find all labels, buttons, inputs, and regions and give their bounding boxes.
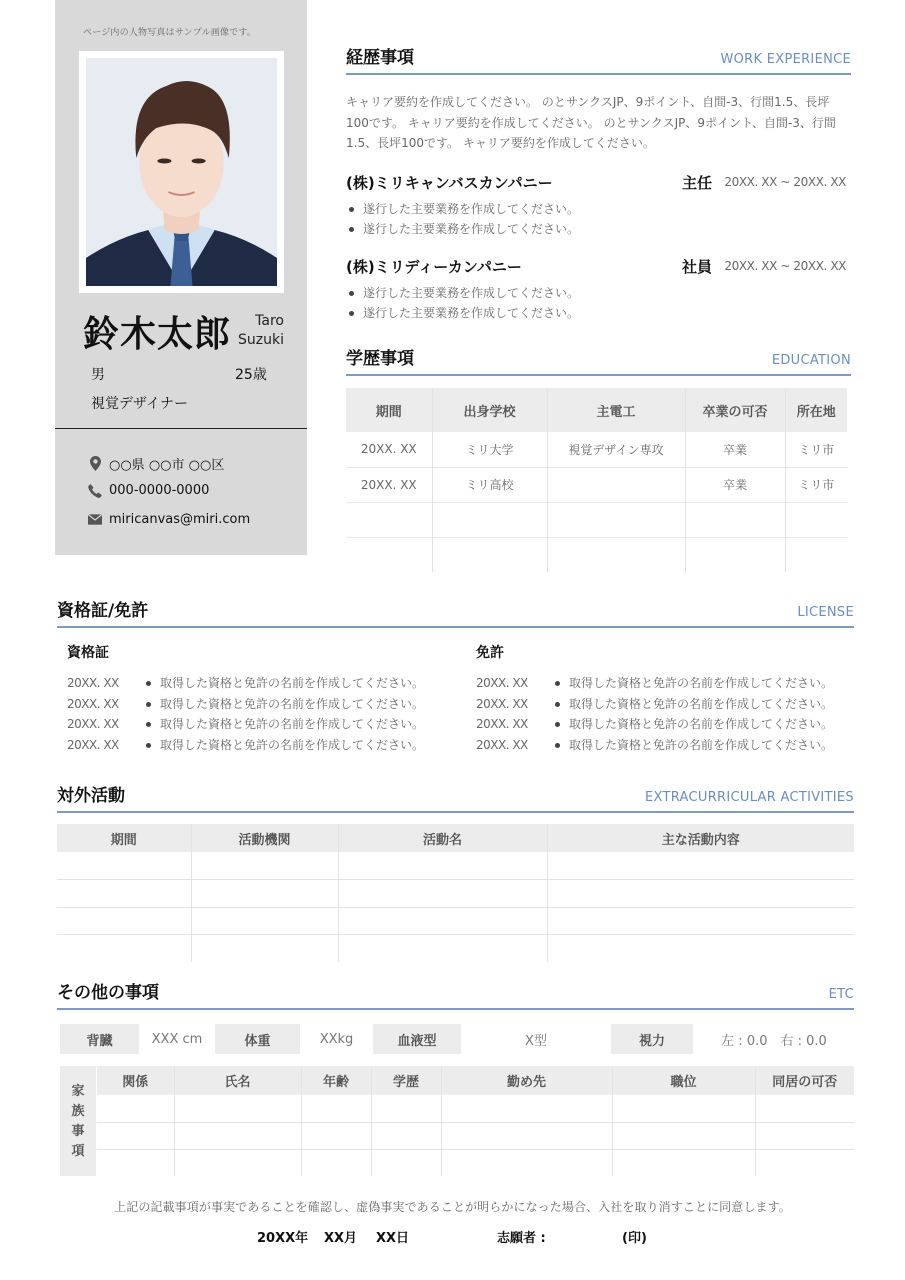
- weight-value: XXkg: [319, 1031, 354, 1047]
- table-cell: [547, 502, 685, 537]
- table-cell: [612, 1149, 755, 1176]
- license-text: 取得した資格と免許の名前を作成してください。: [145, 673, 424, 694]
- table-cell: [685, 537, 785, 572]
- table-row: [346, 467, 847, 502]
- column-header: 期間: [57, 824, 191, 852]
- address-text: ○○県 ○○市 ○○区: [109, 458, 225, 473]
- license-item: [476, 735, 833, 756]
- education-section-title-en: EDUCATION: [771, 353, 851, 368]
- table-header-row: [346, 388, 847, 432]
- date-year: 20XX年: [257, 1231, 309, 1246]
- table-cell: [338, 935, 547, 963]
- profile-photo: [86, 58, 277, 286]
- license-date: 20XX. XX: [476, 737, 528, 752]
- column-header: 所在地: [785, 388, 847, 432]
- seal-mark: (印): [622, 1231, 647, 1246]
- family-table: [97, 1066, 854, 1176]
- column-header: 年齢: [301, 1066, 371, 1095]
- applicant-label: 志願者 :: [497, 1231, 546, 1246]
- table-cell: [755, 1149, 854, 1176]
- table-cell: [191, 880, 338, 908]
- age: 25歳: [235, 367, 267, 383]
- table-cell: [191, 935, 338, 963]
- name-english-last: Suzuki: [238, 332, 284, 348]
- career-summary: キャリア要約を作成してください。 のとサンクスJP、9ポイント、自間-3、行間1.5、長坪100です。 キャリア要約を作成してください。 のとサンクスJP、9ポイント、自間-3、行間1.5、長坪100です。 キャリア要約を作成してください。: [346, 95, 836, 150]
- etc-section-header: [57, 978, 854, 1010]
- family-label-char: 族: [71, 1103, 85, 1119]
- license-date: 20XX. XX: [67, 696, 119, 711]
- license-text: 取得した資格と免許の名前を作成してください。: [554, 714, 833, 735]
- license-date: 20XX. XX: [67, 737, 119, 752]
- person-photo-icon: [86, 58, 277, 286]
- table-row: [57, 935, 854, 963]
- etc-section-title-en: ETC: [828, 987, 854, 1002]
- family-label-char: 家: [71, 1083, 85, 1099]
- column-header: 関係: [97, 1066, 174, 1095]
- table-cell: [346, 502, 432, 537]
- license-section-title: 資格証/免許: [57, 601, 149, 621]
- table-cell: [547, 880, 854, 908]
- table-cell: [785, 502, 847, 537]
- table-cell: [755, 1095, 854, 1122]
- etc-section-title: その他の事項: [57, 983, 159, 1003]
- photo-note: ページ内の人物写真はサンプル画像です。: [83, 28, 257, 38]
- table-cell: [755, 1122, 854, 1149]
- table-cell: [57, 935, 191, 963]
- table-cell: [346, 537, 432, 572]
- activities-section-header: [57, 781, 854, 813]
- phone-text: 000-0000-0000: [109, 483, 210, 498]
- column-header: 主な活動内容: [547, 824, 854, 852]
- column-header: 期間: [346, 388, 432, 432]
- table-cell: [57, 907, 191, 935]
- job-duty-item: 遂行した主要業務を作成してください。: [348, 199, 579, 219]
- column-header: 同居の可否: [755, 1066, 854, 1095]
- work-section-title: 経歴事項: [346, 48, 414, 68]
- contact-phone: [88, 483, 209, 498]
- table-cell: [338, 880, 547, 908]
- table-cell: [191, 852, 338, 880]
- job-role: 社員: [682, 258, 713, 276]
- license-text: 取得した資格と免許の名前を作成してください。: [145, 735, 424, 756]
- table-cell: [547, 935, 854, 963]
- height-label: 背臓: [60, 1024, 139, 1054]
- table-cell: [685, 502, 785, 537]
- activities-section-title-en: EXTRACURRICULAR ACTIVITIES: [645, 790, 854, 805]
- table-cell: [371, 1149, 441, 1176]
- family-section-label: [60, 1066, 96, 1176]
- table-cell: [441, 1122, 612, 1149]
- job-duty-item: 遂行した主要業務を作成してください。: [348, 283, 579, 303]
- license-item: [67, 735, 424, 756]
- table-cell: [371, 1095, 441, 1122]
- column-header: 勤め先: [441, 1066, 612, 1095]
- table-cell: [338, 907, 547, 935]
- column-header: 氏名: [174, 1066, 301, 1095]
- table-cell: 視覚デザイン専攻: [547, 432, 685, 467]
- blood-type-label: 血液型: [373, 1024, 461, 1054]
- license-date: 20XX. XX: [476, 676, 528, 690]
- phone-icon: [88, 484, 102, 498]
- table-cell: ミリ市: [785, 467, 847, 502]
- certificates-column: [67, 642, 424, 755]
- license-text: 取得した資格と免許の名前を作成してください。: [554, 735, 833, 756]
- table-cell: ミリ高校: [432, 467, 547, 502]
- table-cell: 20XX. XX: [346, 467, 432, 502]
- column-header: 卒業の可否: [685, 388, 785, 432]
- table-header-row: [57, 824, 854, 852]
- table-cell: [301, 1149, 371, 1176]
- job-duties: [348, 199, 579, 239]
- table-cell: [57, 852, 191, 880]
- education-table: [346, 388, 847, 572]
- table-row: [346, 432, 847, 467]
- certificates-subtitle: 資格証: [67, 645, 109, 661]
- table-cell: [432, 502, 547, 537]
- license-date: 20XX. XX: [67, 717, 119, 731]
- panel-divider: [55, 428, 307, 429]
- table-header-row: [97, 1066, 854, 1095]
- activities-table: [57, 824, 854, 962]
- license-date: 20XX. XX: [476, 717, 528, 731]
- table-cell: [371, 1122, 441, 1149]
- licenses-column: [476, 642, 833, 755]
- table-row: [57, 852, 854, 880]
- name-english: [238, 312, 284, 350]
- name-japanese: 鈴木太郎: [83, 314, 232, 355]
- table-cell: [432, 537, 547, 572]
- license-section-header: [57, 596, 854, 628]
- eyesight-value: 左 : 0.0 右 : 0.0: [721, 1033, 827, 1049]
- job-duty-item: 遂行した主要業務を作成してください。: [348, 219, 579, 239]
- column-header: 出身学校: [432, 388, 547, 432]
- gender: 男: [91, 367, 105, 383]
- table-cell: [547, 467, 685, 502]
- license-date: 20XX. XX: [67, 676, 119, 690]
- table-row: [97, 1122, 854, 1149]
- job-period: 20XX. XX ~ 20XX. XX: [724, 175, 846, 189]
- table-row: [346, 537, 847, 572]
- license-item: [67, 694, 424, 715]
- license-date: 20XX. XX: [476, 696, 528, 711]
- job-role: 主任: [682, 174, 713, 192]
- table-cell: [174, 1122, 301, 1149]
- date-month: XX月: [324, 1231, 358, 1246]
- table-cell: [191, 907, 338, 935]
- date-day: XX日: [376, 1231, 410, 1246]
- education-section-header: [346, 344, 851, 376]
- table-cell: [57, 880, 191, 908]
- column-header: 活動機関: [191, 824, 338, 852]
- table-row: [97, 1149, 854, 1176]
- table-row: [57, 880, 854, 908]
- table-cell: [441, 1149, 612, 1176]
- license-item: [476, 673, 833, 694]
- table-cell: 卒業: [685, 467, 785, 502]
- column-header: 職位: [612, 1066, 755, 1095]
- job-company: (株)ミリディーカンパニー: [346, 258, 522, 276]
- licenses-subtitle: 免許: [476, 645, 504, 661]
- table-cell: [97, 1149, 174, 1176]
- eyesight-label: 視力: [611, 1024, 693, 1054]
- table-cell: [301, 1122, 371, 1149]
- name-english-first: Taro: [255, 313, 284, 329]
- table-row: [57, 907, 854, 935]
- table-cell: [547, 537, 685, 572]
- table-cell: [97, 1122, 174, 1149]
- table-cell: [612, 1095, 755, 1122]
- table-cell: ミリ大学: [432, 432, 547, 467]
- license-text: 取得した資格と免許の名前を作成してください。: [554, 673, 833, 694]
- weight-label: 体重: [215, 1024, 300, 1054]
- activities-section-title: 対外活動: [57, 786, 125, 806]
- blood-type-value: X型: [525, 1033, 547, 1049]
- table-row: [97, 1095, 854, 1122]
- license-text: 取得した資格と免許の名前を作成してください。: [145, 714, 424, 735]
- column-header: 主電工: [547, 388, 685, 432]
- table-cell: [97, 1095, 174, 1122]
- license-item: [476, 694, 833, 715]
- physical-info-row: [60, 1024, 855, 1054]
- column-header: 学歴: [371, 1066, 441, 1095]
- profile-panel: [55, 0, 307, 555]
- declaration-text: 上記の記載事項が事実であることを確認し、虚偽事実であることが明らかになった場合、入社を取り消すことに同意します。: [114, 1200, 791, 1214]
- table-cell: 卒業: [685, 432, 785, 467]
- contact-email: [88, 512, 250, 527]
- table-cell: [174, 1095, 301, 1122]
- table-row: [346, 502, 847, 537]
- license-text: 取得した資格と免許の名前を作成してください。: [145, 694, 424, 715]
- job-company: (株)ミリキャンバスカンパニー: [346, 174, 553, 192]
- job-period: 20XX. XX ~ 20XX. XX: [724, 259, 846, 273]
- table-cell: [301, 1095, 371, 1122]
- table-cell: [174, 1149, 301, 1176]
- table-cell: [547, 907, 854, 935]
- height-value: XXX cm: [151, 1031, 203, 1047]
- work-section-header: [346, 43, 851, 75]
- table-cell: [338, 852, 547, 880]
- table-cell: ミリ市: [785, 432, 847, 467]
- email-text[interactable]: miricanvas@miri.com: [109, 512, 251, 527]
- table-cell: 20XX. XX: [346, 432, 432, 467]
- contact-address: [88, 454, 224, 473]
- mail-icon: [88, 513, 102, 527]
- table-cell: [785, 537, 847, 572]
- license-item: [476, 714, 833, 735]
- column-header: 活動名: [338, 824, 547, 852]
- license-section-title-en: LICENSE: [797, 605, 854, 620]
- job-duty-item: 遂行した主要業務を作成してください。: [348, 303, 579, 323]
- table-cell: [441, 1095, 612, 1122]
- table-cell: [612, 1122, 755, 1149]
- job-duties: [348, 283, 579, 323]
- family-label-char: 事: [71, 1123, 85, 1139]
- map-pin-icon: [88, 457, 102, 471]
- profile-photo-frame: [79, 51, 284, 293]
- work-section-title-en: WORK EXPERIENCE: [720, 52, 851, 67]
- family-label-char: 項: [71, 1143, 85, 1159]
- license-item: [67, 673, 424, 694]
- license-text: 取得した資格と免許の名前を作成してください。: [554, 694, 833, 715]
- license-item: [67, 714, 424, 735]
- job-title: 視覚デザイナー: [91, 396, 189, 412]
- table-cell: [547, 852, 854, 880]
- education-section-title: 学歴事項: [346, 349, 414, 369]
